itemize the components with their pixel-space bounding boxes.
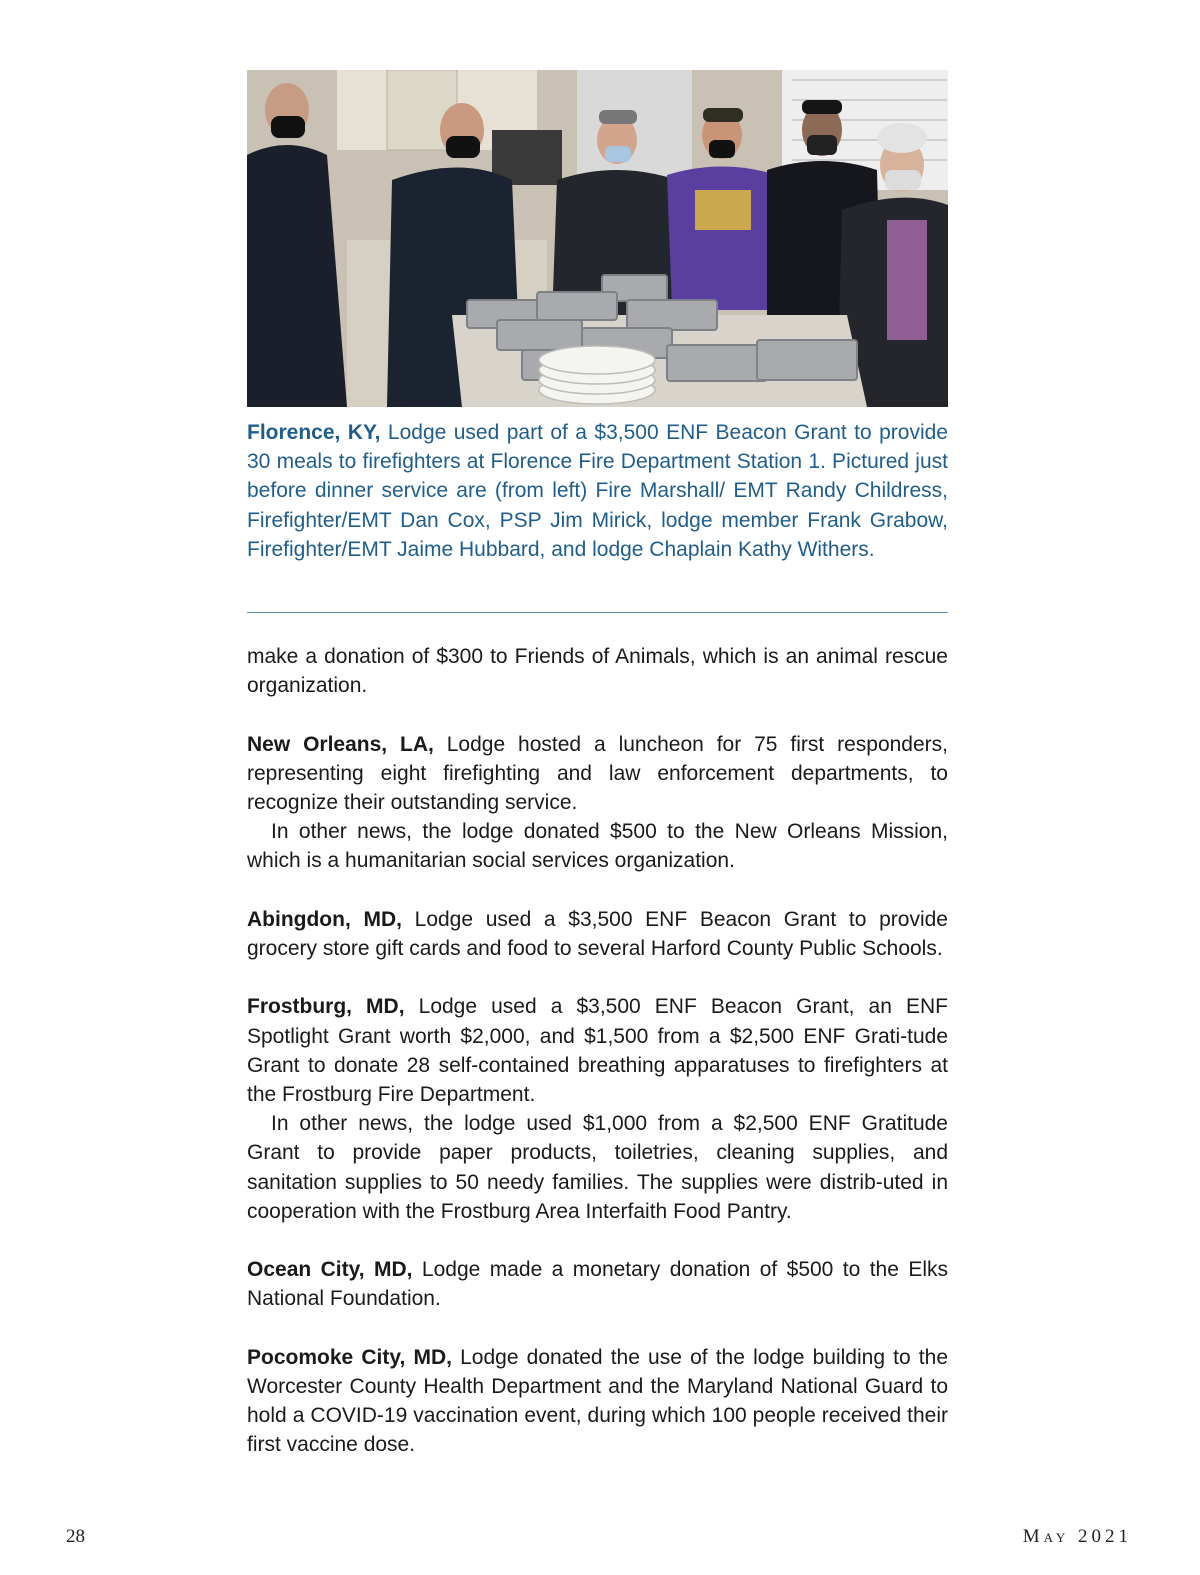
paragraph-frostburg-2: In other news, the lodge used $1,000 from a $2,500 ENF Gratitude Grant to provide paper products, toiletries, cleaning supplies, and sanitation supplies to 50 needy families. The supplies were distrib-uted in cooperation with the Frostburg Area Interfaith Food Pantry. [247, 1112, 948, 1223]
text-new-orleans: Lodge hosted a luncheon for 75 first responders, representing eight firefighting and law enforcement departments, to recognize their outstanding service. [247, 732, 948, 814]
paragraph-new-orleans [247, 730, 948, 818]
paragraph-continued: make a donation of $300 to Friends of Animals, which is an animal rescue organization. [247, 645, 948, 698]
article-photo [247, 70, 948, 407]
place-new-orleans: New Orleans, LA, [247, 732, 434, 756]
place-pocomoke: Pocomoke City, MD, [247, 1345, 452, 1369]
paragraph-new-orleans-2: In other news, the lodge donated $500 to the New Orleans Mission, which is a humanitarian social services organization. [247, 820, 948, 873]
paragraph-ocean-city [247, 1255, 948, 1313]
text-frostburg: Lodge used a $3,500 ENF Beacon Grant, an ENF Spotlight Grant worth $2,000, and $1,500 from a $2,500 ENF Grati-tude Grant to donate 28 self-contained breathing apparatuses to firefighters at the Frostburg Fire Department. [247, 995, 948, 1106]
issue-date: May 2021 [1022, 1526, 1132, 1547]
caption-text: Lodge used part of a $3,500 ENF Beacon Grant to provide 30 meals to firefighters at Florence Fire Department Station 1. Pictured just before dinner service are (from left) Fire Marshall/ EMT Randy Childress, Firefighter/EMT Dan Cox, PSP Jim Mirick, lodge member Frank Grabow, Firefighter/EMT Jaime Hubbard, and lodge Chaplain Kathy Withers. [247, 421, 948, 561]
text-ocean-city: Lodge made a monetary donation of $500 to the Elks National Foundation. [247, 1258, 948, 1311]
place-abingdon: Abingdon, MD, [247, 907, 402, 931]
text-abingdon: Lodge used a $3,500 ENF Beacon Grant to provide grocery store gift cards and food to several Harford County Public Schools. [247, 907, 948, 960]
place-frostburg: Frostburg, MD, [247, 995, 405, 1019]
paragraph-abingdon [247, 905, 948, 963]
page-number: 28 [66, 1526, 85, 1547]
photo-illustration [247, 70, 948, 407]
photo-caption [247, 418, 948, 564]
caption-place: Florence, KY, [247, 421, 381, 444]
caption-divider [247, 612, 948, 613]
text-pocomoke: Lodge donated the use of the lodge building to the Worcester County Health Department and the Maryland National Guard to hold a COVID-19 vaccination event, during which 100 people received their first vaccine dose. [247, 1345, 949, 1457]
paragraph-pocomoke [247, 1343, 948, 1460]
article-body [247, 642, 948, 1460]
paragraph-frostburg [247, 992, 948, 1109]
place-ocean-city: Ocean City, MD, [247, 1258, 413, 1282]
